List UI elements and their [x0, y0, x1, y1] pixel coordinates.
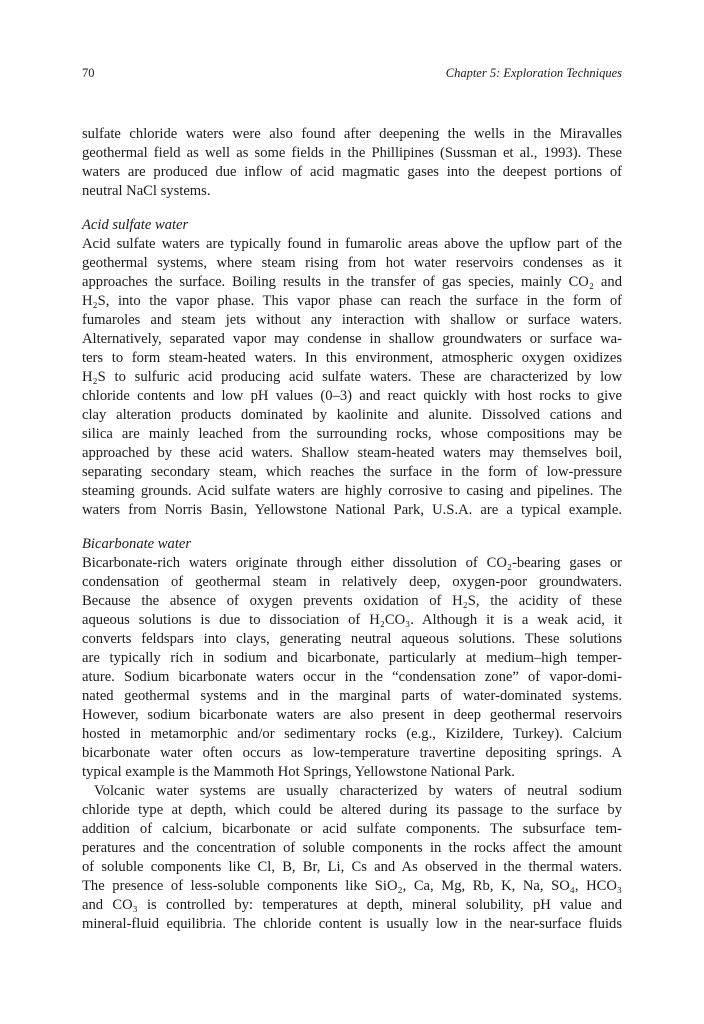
section-acid-sulfate-water	[82, 216, 622, 520]
text-line: Bicarbonate-rich waters originate through either dissolution of CO₂-bearing gases or	[82, 555, 622, 571]
text-line: typical example is the Mammoth Hot Springs, Yellowstone National Park.	[82, 764, 515, 780]
text-line: aqueous solutions is due to dissociation of H₂CO₃. Although it is a weak acid, it	[82, 612, 622, 628]
section-heading: Bicarbonate water	[82, 536, 192, 552]
text-line: chloride contents and low pH values (0–3) and react quickly with host rocks to give	[82, 388, 622, 404]
text-line: clay alteration products dominated by kaolinite and alunite. Dissolved cations and	[82, 407, 622, 423]
text-line: condensation of geothermal steam in relatively deep, oxygen-poor groundwaters.	[82, 574, 622, 590]
text-line: ature. Sodium bicarbonate waters occur in the “condensation zone” of vapor-domi-	[82, 669, 622, 685]
text-line: approached by these acid waters. Shallow steam-heated waters may themselves boil,	[82, 445, 622, 461]
text-line: mineral-fluid equilibria. The chloride content is usually low in the near-surface fluids	[82, 916, 622, 932]
text-line: fumaroles and steam jets without any interaction with shallow or surface waters.	[82, 312, 622, 328]
text-line: neutral NaCl systems.	[82, 183, 211, 199]
text-line: are typically rich in sodium and bicarbonate, particularly at medium–high temper-	[82, 650, 622, 666]
text-line: chloride type at depth, which could be altered during its passage to the surface by	[82, 802, 622, 818]
text-line: separating secondary steam, which reaches the surface in the form of low-pressure	[82, 464, 622, 480]
text-line: peratures and the concentration of soluble components in the rocks affect the amount	[82, 840, 622, 856]
text-line: Acid sulfate waters are typically found in fumarolic areas above the upflow part of the	[82, 236, 622, 252]
text-line: addition of calcium, bicarbonate or acid sulfate components. The subsurface tem-	[82, 821, 622, 837]
text-line: geothermal systems, where steam rising from hot water reservoirs condenses as it	[82, 255, 622, 271]
text-line: of soluble components like Cl, B, Br, Li, Cs and As observed in the thermal waters.	[82, 859, 622, 875]
text-line: waters from Norris Basin, Yellowstone National Park, U.S.A. are a typical example.	[82, 502, 622, 518]
text-line: sulfate chloride waters were also found after deepening the wells in the Miravalles	[82, 126, 622, 142]
text-line: bicarbonate water often occurs as low-temperature travertine depositing springs. A	[82, 745, 622, 761]
text-line: H₂S, into the vapor phase. This vapor phase can reach the surface in the form of	[82, 293, 622, 309]
text-line: However, sodium bicarbonate waters are also present in deep geothermal reservoirs	[82, 707, 622, 723]
paragraph-intro	[82, 125, 622, 201]
text-line: Because the absence of oxygen prevents oxidation of H₂S, the acidity of these	[82, 593, 622, 609]
text-line: converts feldspars into clays, generating neutral aqueous solutions. These solutions	[82, 631, 622, 647]
text-line: waters are produced due inflow of acid magmatic gases into the deepest portions of	[82, 164, 622, 180]
text-line: silica are mainly leached from the surrounding rocks, whose compositions may be	[82, 426, 622, 442]
section-heading: Acid sulfate water	[82, 217, 189, 233]
page-header	[82, 66, 622, 84]
text-line: geothermal field as well as some fields in the Phillipines (Sussman et al., 1993). These	[82, 145, 622, 161]
text-line: nated geothermal systems and in the marginal parts of water-dominated systems.	[82, 688, 622, 704]
text-line: The presence of less-soluble components like SiO₂, Ca, Mg, Rb, K, Na, SO₄, HCO₃	[82, 878, 622, 894]
section-bicarbonate-water	[82, 535, 622, 934]
page-body	[82, 125, 622, 934]
text-line: steaming grounds. Acid sulfate waters are highly corrosive to casing and pipelines. The	[82, 483, 622, 499]
running-head: Chapter 5: Exploration Techniques	[445, 66, 622, 80]
text-line: Volcanic water systems are usually characterized by waters of neutral sodium	[94, 783, 622, 799]
text-line: and CO₃ is controlled by: temperatures at depth, mineral solubility, pH value and	[82, 897, 622, 913]
text-line: ters to form steam-heated waters. In this environment, atmospheric oxygen oxidizes	[82, 350, 622, 366]
text-line: H₂S to sulfuric acid producing acid sulfate waters. These are characterized by low	[82, 369, 622, 385]
text-line: approaches the surface. Boiling results in the transfer of gas species, mainly CO₂ and	[82, 274, 622, 290]
text-line: hosted in metamorphic and/or sedimentary rocks (e.g., Kizildere, Turkey). Calcium	[82, 726, 622, 742]
text-line: Alternatively, separated vapor may condense in shallow groundwaters or surface wa-	[82, 331, 622, 347]
page-number: 70	[82, 66, 95, 80]
